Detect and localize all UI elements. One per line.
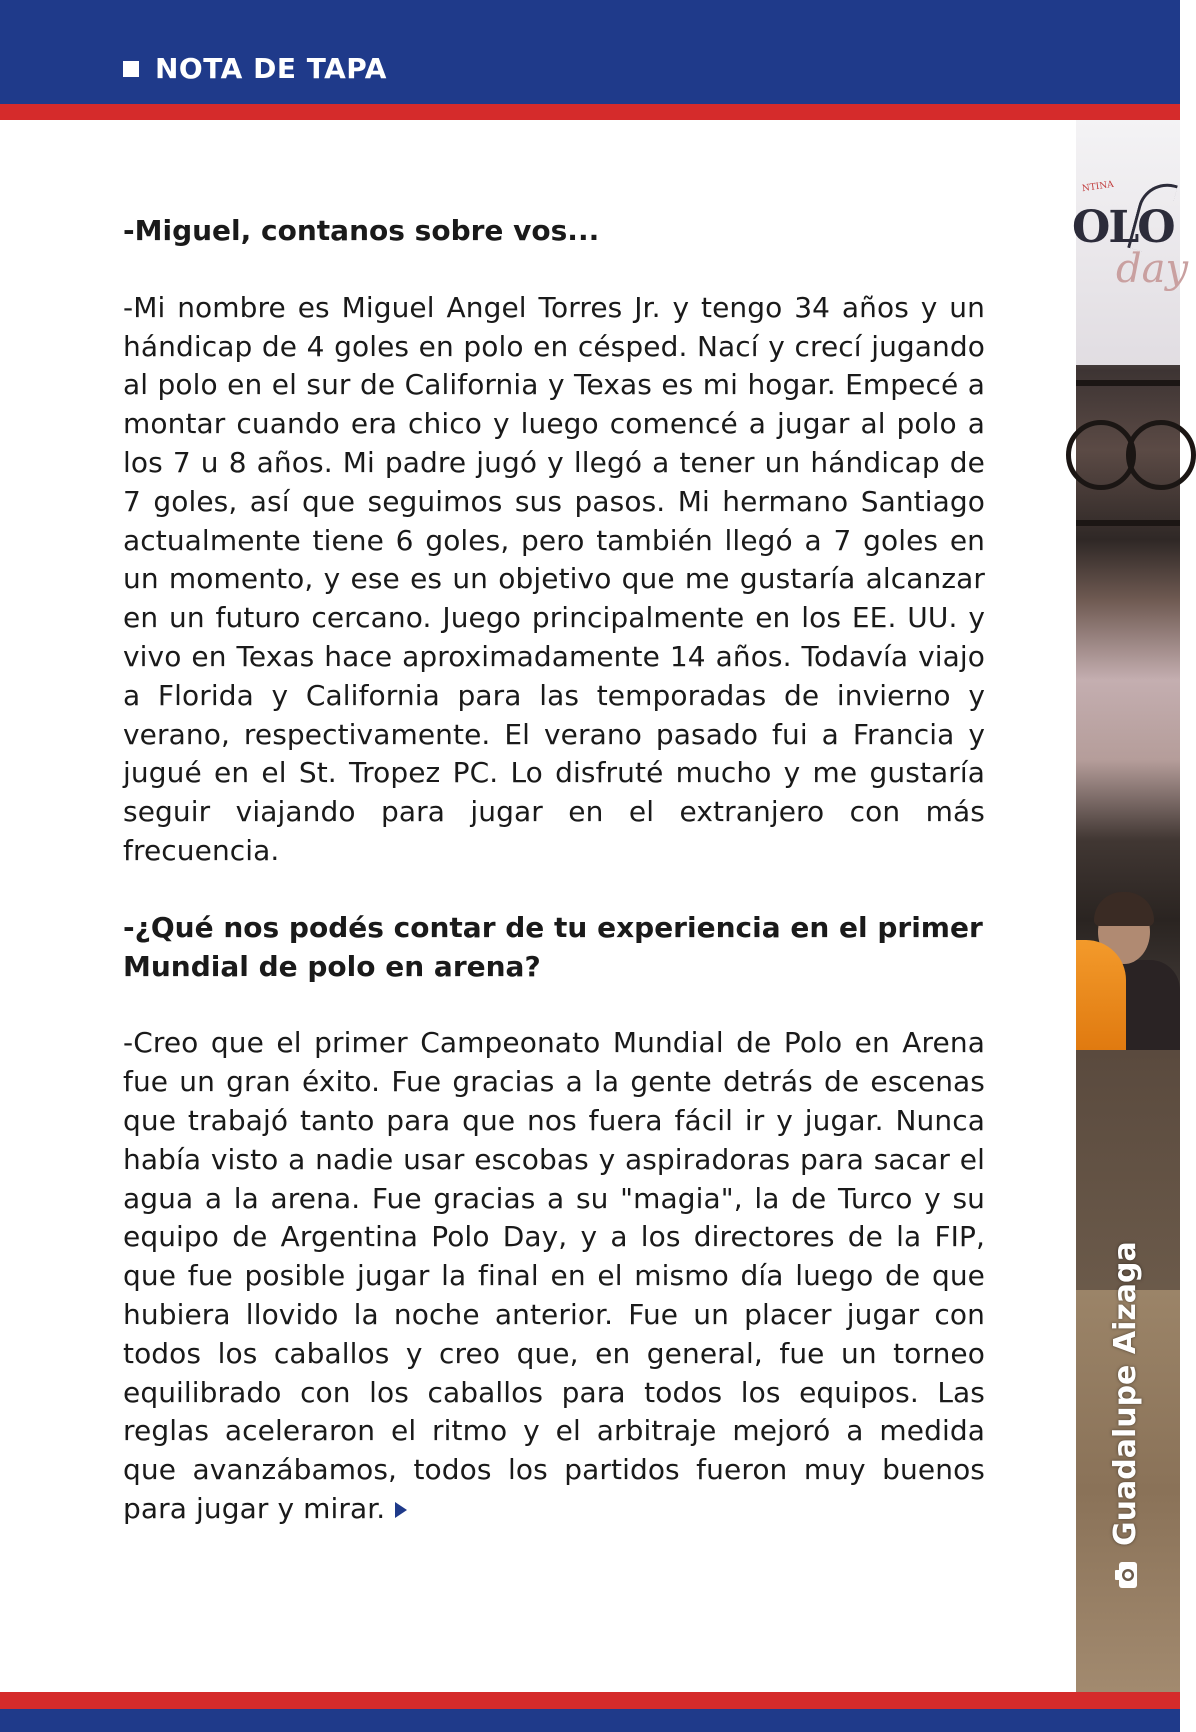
- polo-day-banner: [1072, 120, 1189, 365]
- orange-jacket: [1076, 940, 1126, 1050]
- spectator-hair: [1094, 892, 1154, 926]
- footer-band: [0, 1709, 1180, 1732]
- section-square-icon: [123, 61, 139, 77]
- banner-big-text: OLO: [1072, 202, 1174, 253]
- continue-arrow-icon[interactable]: [395, 1502, 407, 1518]
- footer-red-stripe: [0, 1692, 1180, 1709]
- gate-bar: [1076, 520, 1180, 526]
- answer-1: -Mi nombre es Miguel Angel Torres Jr. y tengo 34 años y un hándicap de 4 goles en polo en césped. Nací y crecí jugando al polo en el sur de California y Texas es mi hogar. Empecé a montar cuando era chico y luego comencé a jugar al polo a los 7 u 8 años. Mi padre jugó y llegó a tener un hándicap de 7 goles, así que seguimos sus pasos. Mi hermano Santiago actualmente tiene 6 goles, pero también llegó a 7 goles en un momento, y ese es un objetivo que me gustaría alcanzar en un futuro cercano. Juego principalmente en los EE. UU. y vivo en Texas hace aproximadamente 14 años. Todavía viajo a Florida y California para las temporadas de invierno y verano, respectivamente. El verano pasado fui a Francia y jugué en el St. Tropez PC. Lo disfruté mucho y me gustaría seguir viajando para jugar en el extranjero con más frecuencia.: [123, 290, 985, 867]
- article-body: [123, 212, 985, 1529]
- photo-credit-name: Guadalupe Aizaga: [1108, 1241, 1143, 1546]
- camera-icon: [1111, 1560, 1141, 1590]
- question-1: -Miguel, contanos sobre vos...: [123, 214, 600, 247]
- gate-ornament: [1126, 420, 1196, 490]
- photo-credit: [1108, 1241, 1143, 1590]
- banner-script-text: day: [1116, 246, 1189, 292]
- header-red-stripe: [0, 104, 1180, 120]
- question-2: -¿Qué nos podés contar de tu experiencia en el primer Mundial de polo en arena?: [123, 910, 983, 983]
- answer-2: -Creo que el primer Campeonato Mundial de Polo en Arena fue un gran éxito. Fue gracias a la gente detrás de escenas que trabajó tanto para que nos fuera fácil ir y jugar. Nunca había visto a nadie usar escobas y aspiradoras para sacar el agua a la arena. Fue gracias a su "magia", la de Turco y su equipo de Argentina Polo Day, y a los directores de la FIP, que fue posible jugar la final en el mismo día luego de que hubiera llovido la noche anterior. Fue un placer jugar con todos los caballos y creo que, en general, fue un torneo equilibrado con los caballos para todos los equipos. Las reglas aceleraron el ritmo y el arbitraje mejoró a medida que avanzábamos, todos los partidos fueron muy buenos para jugar y mirar.: [123, 1026, 985, 1525]
- section-label: NOTA DE TAPA: [155, 52, 387, 85]
- gate-bar: [1076, 380, 1180, 386]
- banner-small-text: NTINA: [1081, 179, 1115, 195]
- answer-2-wrapper: [123, 1024, 985, 1528]
